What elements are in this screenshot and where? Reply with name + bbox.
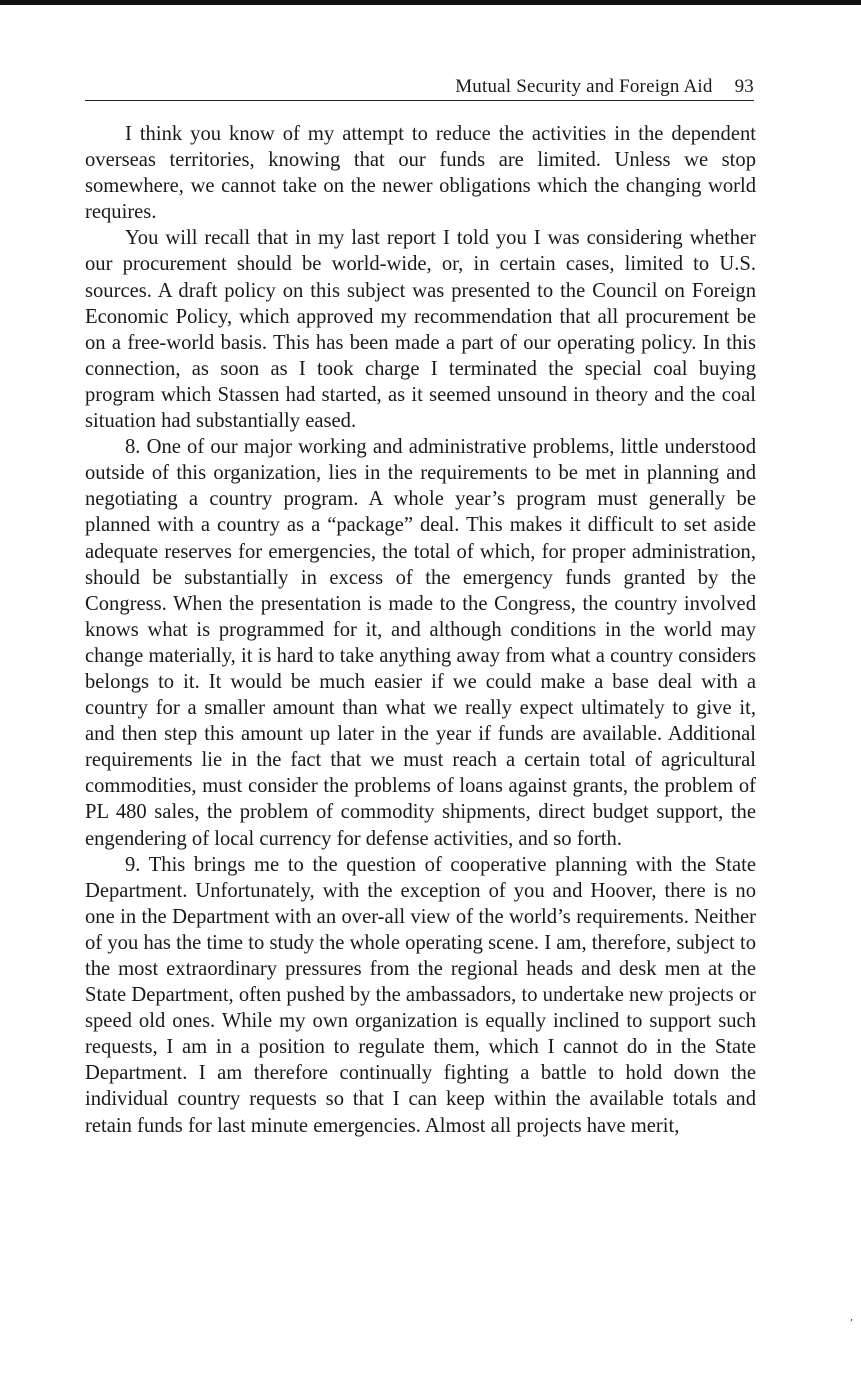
paragraph: 8. One of our major working and administrative problems, little understood outside of this organization, lies in the requirements to be met in planning and negotiating a country program. A whole year’s program must generally be planned with a country as a “package” deal. This makes it difficult to set aside adequate reserves for emergencies, the total of which, for proper administration, should be substantially in excess of the emergency funds granted by the Congress. When the presentation is made to the Congress, the country involved knows what is programmed for it, and although conditions in the world may change materially, it is hard to take anything away from what a country considers belongs to it. It would be much easier if we could make a base deal with a country for a smaller amount than what we really expect ultimately to give it, and then step this amount up later in the year if funds are available. Additional requirements lie in the fact that we must reach a certain total of agricultural commodities, must consider the problems of loans against grants, the problem of PL 480 sales, the problem of commodity shipments, direct budget support, the engendering of local currency for defense activities, and so forth. <box>85 436 756 850</box>
body-text <box>85 121 756 1139</box>
paragraph: You will recall that in my last report I told you I was considering whether our procurement should be world-wide, or, in certain cases, limited to U.S. sources. A draft policy on this subject was presented to the Council on Foreign Economic Policy, which approved my recommendation that all procurement be on a free-world basis. This has been made a part of our operating policy. In this connection, as soon as I took charge I terminated the special coal buying program which Stassen had started, as it seemed unsound in theory and the coal situation had substantially eased. <box>85 227 756 433</box>
page-number: 93 <box>734 76 754 97</box>
running-title: Mutual Security and Foreign Aid <box>455 76 713 97</box>
running-header <box>85 74 754 101</box>
paragraph: 9. This brings me to the question of cooperative planning with the State Department. Unfortunately, with the exception of you and Hoover, there is no one in the Department with an over-all view of the world’s requirements. Neither of you has the time to study the whole operating scene. I am, therefore, subject to the most extraordinary pressures from the regional heads and desk men at the State Department, often pushed by the ambassadors, to undertake new projects or speed old ones. While my own organization is equally inclined to support such requests, I am in a position to regulate them, which I cannot do in the State Department. I am therefore continually fighting a battle to hold down the individual country requests so that I can keep within the available totals and retain funds for last minute emergencies. Almost all projects have merit, <box>85 853 756 1137</box>
scan-speck: , <box>850 1312 854 1323</box>
paragraph: I think you know of my attempt to reduce the activities in the dependent overseas territories, knowing that our funds are limited. Unless we stop somewhere, we cannot take on the newer obligations which the changing world requires. <box>85 123 756 224</box>
scan-edge <box>0 0 861 5</box>
